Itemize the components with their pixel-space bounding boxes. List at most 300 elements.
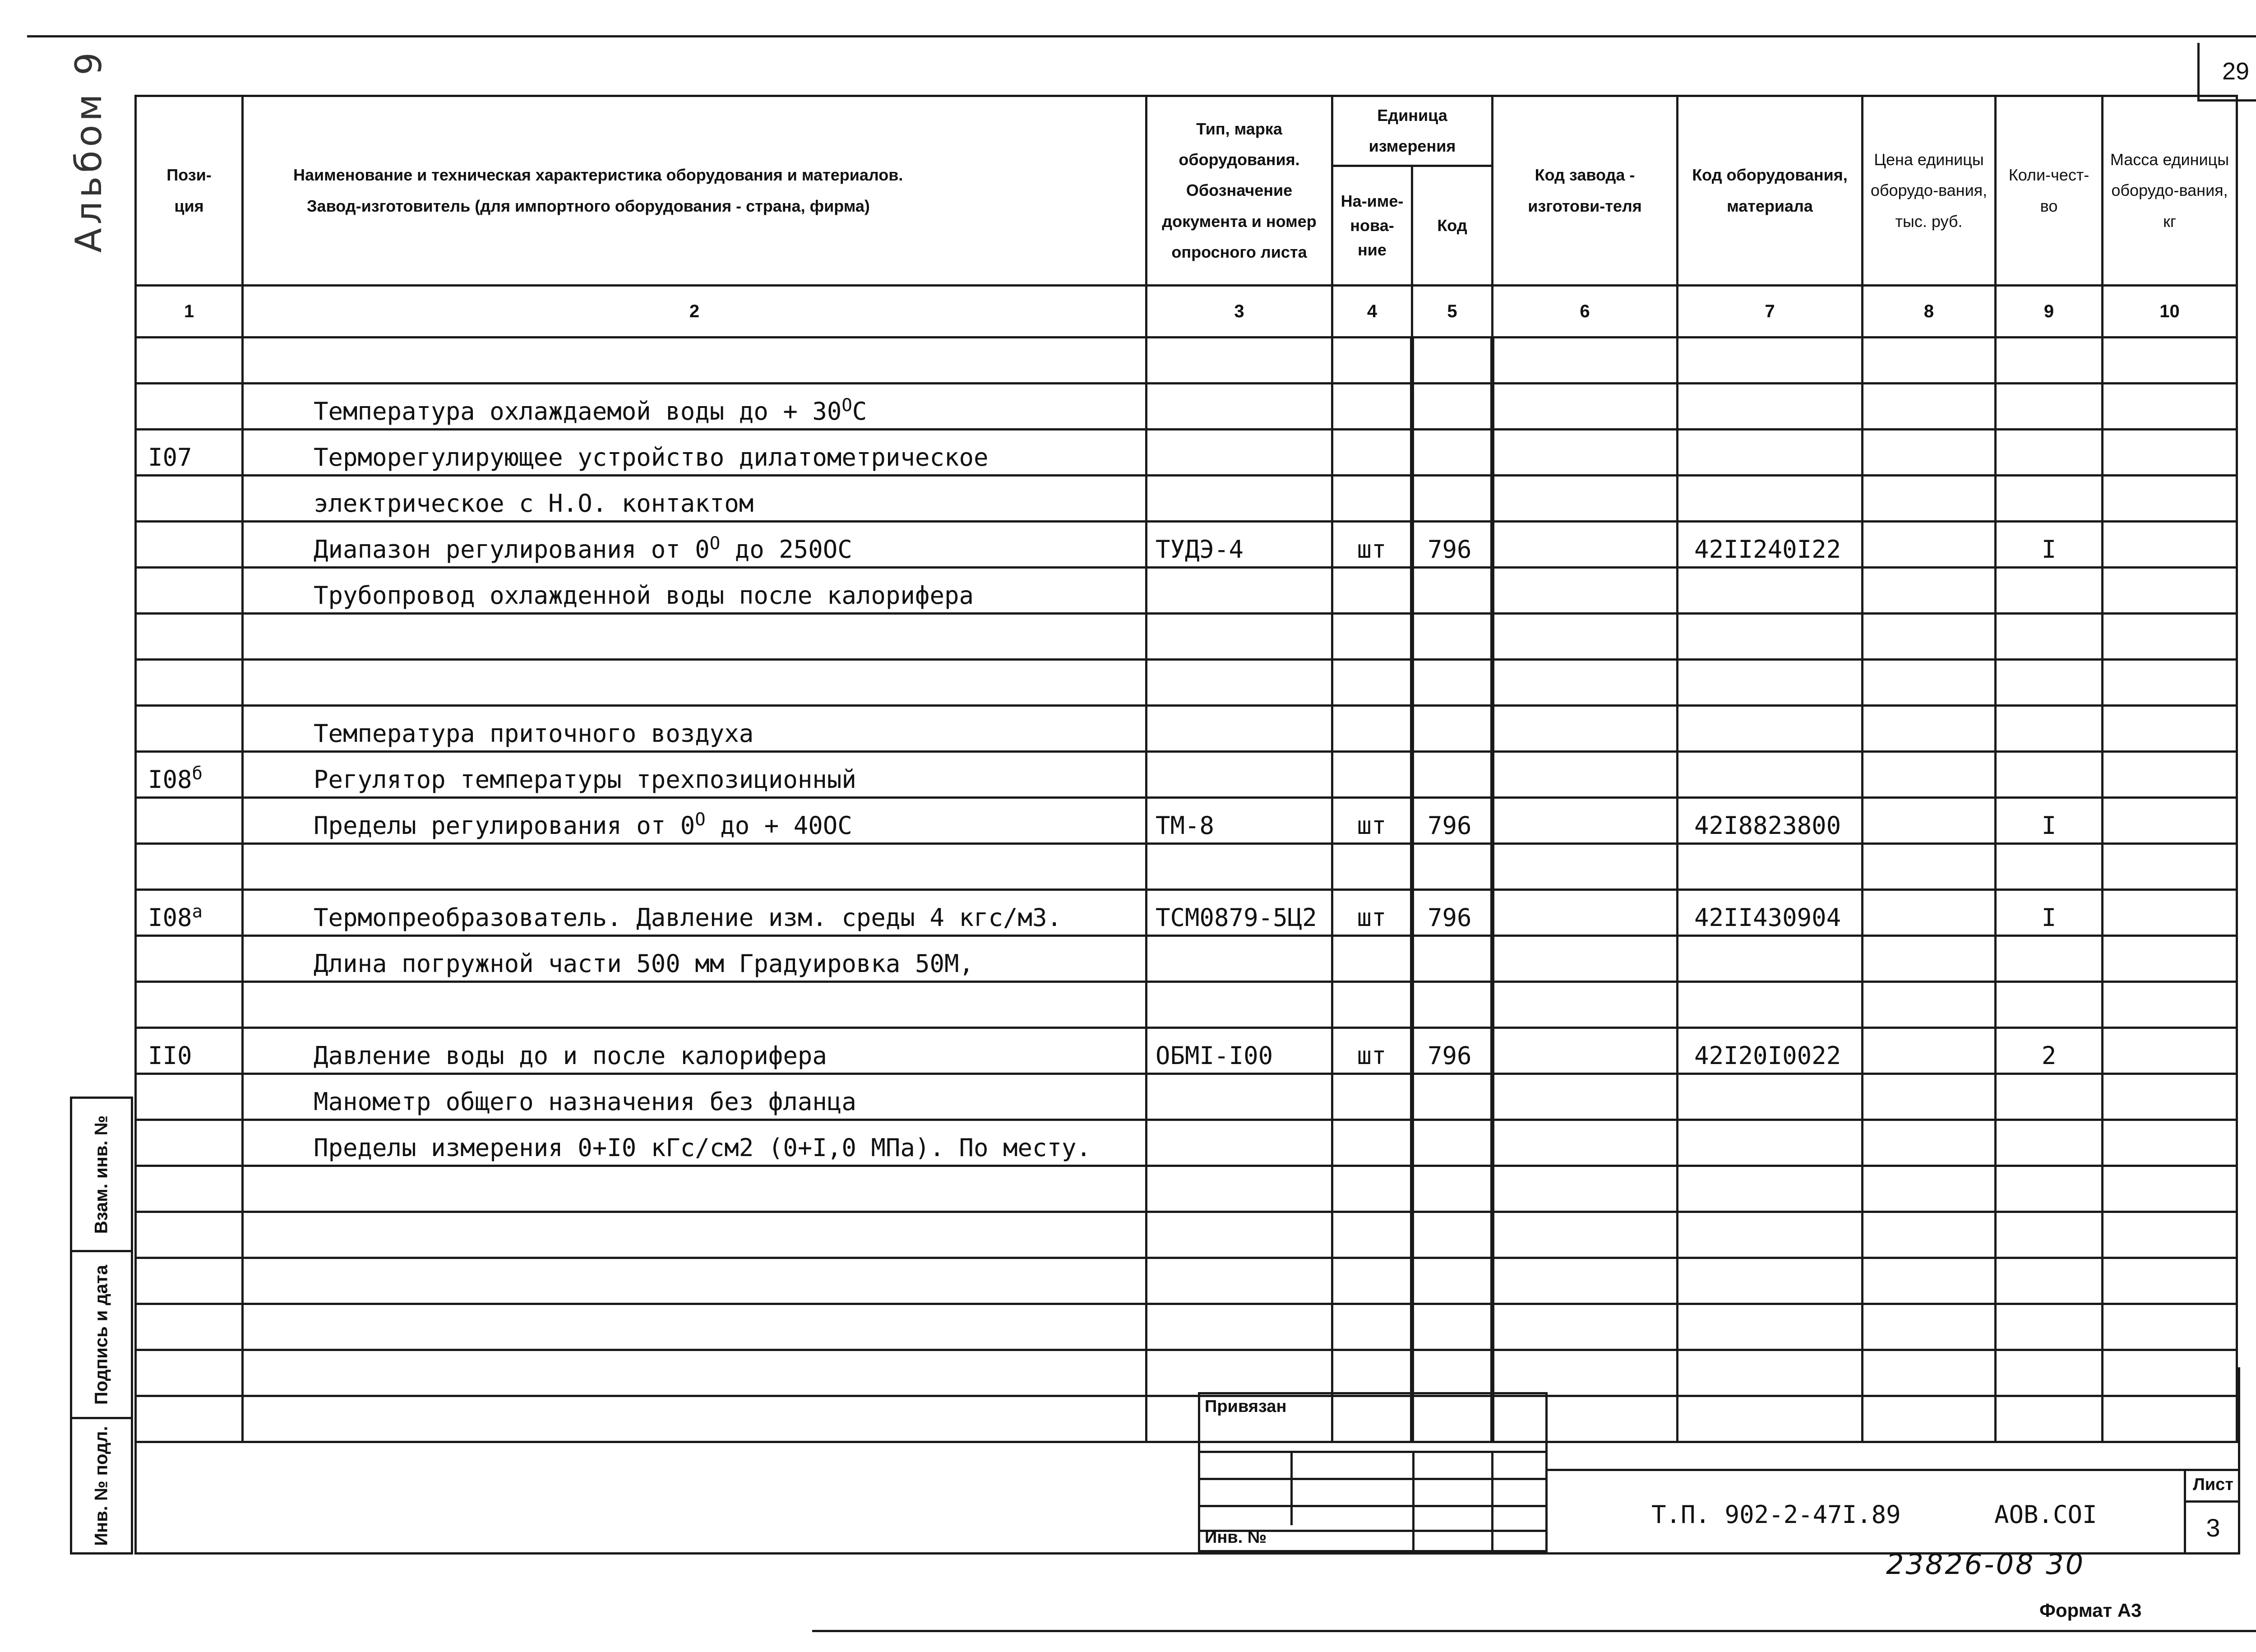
header-equipment-code: Код оборудования, материала bbox=[1678, 96, 1863, 286]
name-degree: О bbox=[709, 533, 721, 554]
list-label: Лист bbox=[2186, 1469, 2240, 1503]
position-cell bbox=[136, 568, 243, 614]
column-number-row bbox=[136, 286, 2237, 338]
type-cell bbox=[1146, 476, 1332, 522]
name-value: Термопреобразователь. Давление изм. среды 4 кгс/м3. bbox=[314, 903, 1062, 932]
unit-code-cell bbox=[1412, 1304, 1493, 1350]
list-box bbox=[2184, 1469, 2240, 1552]
name-cell bbox=[243, 1258, 1146, 1304]
type-cell bbox=[1146, 614, 1332, 660]
unit-cell bbox=[1332, 660, 1412, 706]
table-row bbox=[136, 384, 2237, 430]
header-type: Тип, марка оборудования. Обозначение документа и номер опросного листа bbox=[1146, 96, 1332, 286]
name-cell bbox=[243, 844, 1146, 890]
stamp-inv-podl-label: Инв. № подл. bbox=[91, 1425, 111, 1546]
position-suffix: а bbox=[192, 902, 203, 922]
colnum: 1 bbox=[136, 286, 243, 338]
type-cell: ТСМ0879-5Ц2 bbox=[1146, 890, 1332, 936]
position-cell bbox=[136, 1028, 243, 1074]
quantity-cell bbox=[1996, 1212, 2103, 1258]
equipment-code-cell bbox=[1678, 936, 1863, 982]
quantity-cell bbox=[1996, 1304, 2103, 1350]
mass-cell bbox=[2103, 614, 2237, 660]
unit-cell: шт bbox=[1332, 522, 1412, 568]
position-cell bbox=[136, 1304, 243, 1350]
name-cell bbox=[243, 936, 1146, 982]
price-cell bbox=[1863, 338, 1996, 384]
unit-code-cell bbox=[1412, 1350, 1493, 1396]
position-suffix: б bbox=[192, 764, 203, 784]
privyazan-stamp bbox=[1198, 1392, 1548, 1552]
unit-code-cell bbox=[1412, 752, 1493, 798]
factory-code-cell bbox=[1493, 706, 1678, 752]
name-value: Диапазон регулирования от 0 bbox=[314, 535, 710, 564]
mass-cell bbox=[2103, 430, 2237, 476]
colnum: 5 bbox=[1412, 286, 1493, 338]
price-cell bbox=[1863, 1212, 1996, 1258]
position-cell bbox=[136, 1074, 243, 1120]
table-row bbox=[136, 1304, 2237, 1350]
factory-code-cell bbox=[1493, 1028, 1678, 1074]
header-row-1 bbox=[136, 96, 2237, 166]
position-cell bbox=[136, 706, 243, 752]
name-value: Длина погружной части 500 мм Градуировка 50М, bbox=[314, 949, 974, 978]
equipment-code-cell bbox=[1678, 384, 1863, 430]
table-row bbox=[136, 798, 2237, 844]
table-row bbox=[136, 568, 2237, 614]
quantity-cell bbox=[1996, 844, 2103, 890]
table-row bbox=[136, 1212, 2237, 1258]
stamp-signature-date-label: Подпись и дата bbox=[91, 1264, 111, 1405]
quantity-cell bbox=[1996, 1074, 2103, 1120]
table-row bbox=[136, 844, 2237, 890]
name-degree: О bbox=[841, 395, 852, 416]
unit-cell bbox=[1332, 1258, 1412, 1304]
equipment-code-cell: 42I20I0022 bbox=[1678, 1028, 1863, 1074]
privyazan-line bbox=[1290, 1453, 1293, 1525]
unit-code-cell: 796 bbox=[1412, 890, 1493, 936]
name-cell bbox=[243, 1166, 1146, 1212]
equipment-code-cell bbox=[1678, 338, 1863, 384]
privyazan-label: Привязан bbox=[1205, 1397, 1287, 1416]
unit-cell bbox=[1332, 338, 1412, 384]
privyazan-line bbox=[1412, 1453, 1415, 1550]
price-cell bbox=[1863, 844, 1996, 890]
quantity-cell bbox=[1996, 982, 2103, 1028]
position-cell bbox=[136, 660, 243, 706]
factory-code-cell bbox=[1493, 1350, 1678, 1396]
equipment-code-cell bbox=[1678, 614, 1863, 660]
name-cell bbox=[243, 706, 1146, 752]
unit-cell bbox=[1332, 568, 1412, 614]
price-cell bbox=[1863, 430, 1996, 476]
unit-cell bbox=[1332, 936, 1412, 982]
name-cell bbox=[243, 1396, 1146, 1442]
privyazan-line bbox=[1491, 1453, 1493, 1550]
price-cell bbox=[1863, 752, 1996, 798]
header-price: Цена единицы оборудо-вания, тыс. руб. bbox=[1863, 96, 1996, 286]
mass-cell bbox=[2103, 1166, 2237, 1212]
price-cell bbox=[1863, 1166, 1996, 1212]
mass-cell bbox=[2103, 1350, 2237, 1396]
position-cell bbox=[136, 522, 243, 568]
name-value: Манометр общего назначения без фланца bbox=[314, 1087, 856, 1116]
quantity-cell: 2 bbox=[1996, 1028, 2103, 1074]
name-cell bbox=[243, 614, 1146, 660]
privyazan-inv-label: Инв. № bbox=[1205, 1528, 1267, 1547]
price-cell bbox=[1863, 476, 1996, 522]
type-cell bbox=[1146, 384, 1332, 430]
equipment-code-cell bbox=[1678, 476, 1863, 522]
factory-code-cell bbox=[1493, 522, 1678, 568]
factory-code-cell bbox=[1493, 1074, 1678, 1120]
colnum: 9 bbox=[1996, 286, 2103, 338]
price-cell bbox=[1863, 1074, 1996, 1120]
mass-cell bbox=[2103, 982, 2237, 1028]
position-cell bbox=[136, 844, 243, 890]
unit-code-cell bbox=[1412, 430, 1493, 476]
price-cell bbox=[1863, 568, 1996, 614]
quantity-cell bbox=[1996, 338, 2103, 384]
table-row bbox=[136, 1074, 2237, 1120]
name-value: Температура охлаждаемой воды до + 30 bbox=[314, 397, 842, 426]
name-value: Температура приточного воздуха bbox=[314, 719, 754, 748]
quantity-cell bbox=[1996, 1166, 2103, 1212]
table-row bbox=[136, 1350, 2237, 1396]
unit-cell bbox=[1332, 1304, 1412, 1350]
header-name-line2: Завод-изготовитель (для импортного оборудования - страна, фирма) bbox=[307, 196, 870, 215]
equipment-code-cell bbox=[1678, 982, 1863, 1028]
name-value: Регулятор температуры трехпозиционный bbox=[314, 765, 856, 794]
unit-cell bbox=[1332, 982, 1412, 1028]
price-cell bbox=[1863, 798, 1996, 844]
unit-cell: шт bbox=[1332, 890, 1412, 936]
quantity-cell bbox=[1996, 1396, 2103, 1442]
factory-code-cell bbox=[1493, 1258, 1678, 1304]
price-cell bbox=[1863, 936, 1996, 982]
unit-cell bbox=[1332, 1120, 1412, 1166]
price-cell bbox=[1863, 1258, 1996, 1304]
unit-cell bbox=[1332, 706, 1412, 752]
unit-code-cell bbox=[1412, 568, 1493, 614]
list-value: 3 bbox=[2206, 1513, 2220, 1542]
table-row bbox=[136, 1166, 2237, 1212]
equipment-code-cell bbox=[1678, 1120, 1863, 1166]
name-degree: О bbox=[695, 810, 706, 830]
equipment-code-cell bbox=[1678, 752, 1863, 798]
price-cell bbox=[1863, 1028, 1996, 1074]
table-row bbox=[136, 614, 2237, 660]
name-cell bbox=[243, 476, 1146, 522]
colnum: 3 bbox=[1146, 286, 1332, 338]
equipment-code-cell bbox=[1678, 1304, 1863, 1350]
name-cell bbox=[243, 752, 1146, 798]
colnum: 10 bbox=[2103, 286, 2237, 338]
unit-cell bbox=[1332, 430, 1412, 476]
unit-code-cell: 796 bbox=[1412, 798, 1493, 844]
table-row bbox=[136, 660, 2237, 706]
unit-code-cell: 796 bbox=[1412, 522, 1493, 568]
position-cell bbox=[136, 982, 243, 1028]
name-cell bbox=[243, 1350, 1146, 1396]
name-tail: до + 40ОС bbox=[705, 811, 852, 840]
quantity-cell bbox=[1996, 430, 2103, 476]
colnum: 7 bbox=[1678, 286, 1863, 338]
unit-code-cell bbox=[1412, 614, 1493, 660]
mass-cell bbox=[2103, 1212, 2237, 1258]
type-cell bbox=[1146, 752, 1332, 798]
type-cell bbox=[1146, 1212, 1332, 1258]
quantity-cell bbox=[1996, 936, 2103, 982]
equipment-code-cell bbox=[1678, 1350, 1863, 1396]
unit-cell bbox=[1332, 1074, 1412, 1120]
header-mass: Масса единицы оборудо-вания, кг bbox=[2103, 96, 2237, 286]
name-value: Пределы измерения 0+I0 кГс/см2 (0+I,0 МПа). По месту. bbox=[314, 1134, 1091, 1162]
header-unit-code: Код bbox=[1412, 166, 1493, 286]
name-cell bbox=[243, 522, 1146, 568]
name-cell bbox=[243, 338, 1146, 384]
table-row bbox=[136, 430, 2237, 476]
name-cell bbox=[243, 384, 1146, 430]
factory-code-cell bbox=[1493, 338, 1678, 384]
factory-code-cell bbox=[1493, 568, 1678, 614]
name-cell bbox=[243, 1304, 1146, 1350]
colnum: 8 bbox=[1863, 286, 1996, 338]
position-cell bbox=[136, 1166, 243, 1212]
unit-cell bbox=[1332, 1350, 1412, 1396]
equipment-code-cell bbox=[1678, 844, 1863, 890]
equipment-code-cell bbox=[1678, 1258, 1863, 1304]
specification-table bbox=[134, 95, 2238, 1443]
price-cell bbox=[1863, 660, 1996, 706]
quantity-cell bbox=[1996, 1120, 2103, 1166]
name-value: электрическое с Н.О. контактом bbox=[314, 489, 754, 518]
unit-code-cell bbox=[1412, 1074, 1493, 1120]
position-cell bbox=[136, 936, 243, 982]
table-row bbox=[136, 1396, 2237, 1442]
name-cell bbox=[243, 982, 1146, 1028]
frame-top-line bbox=[27, 35, 2256, 37]
mass-cell bbox=[2103, 936, 2237, 982]
stamp-signature-date bbox=[70, 1250, 133, 1419]
factory-code-cell bbox=[1493, 982, 1678, 1028]
mass-cell bbox=[2103, 660, 2237, 706]
factory-code-cell bbox=[1493, 660, 1678, 706]
position-cell bbox=[136, 1396, 243, 1442]
type-cell bbox=[1146, 568, 1332, 614]
colnum: 4 bbox=[1332, 286, 1412, 338]
type-cell: ТМ-8 bbox=[1146, 798, 1332, 844]
unit-cell bbox=[1332, 1166, 1412, 1212]
quantity-cell bbox=[1996, 752, 2103, 798]
factory-code-cell bbox=[1493, 798, 1678, 844]
mass-cell bbox=[2103, 1396, 2237, 1442]
unit-code-cell bbox=[1412, 1120, 1493, 1166]
type-cell bbox=[1146, 936, 1332, 982]
factory-code-cell bbox=[1493, 430, 1678, 476]
name-value: Пределы регулирования от 0 bbox=[314, 811, 695, 840]
factory-code-cell bbox=[1493, 752, 1678, 798]
price-cell bbox=[1863, 384, 1996, 430]
document-code-secondary: АОВ.СОI bbox=[1994, 1500, 2097, 1529]
price-cell bbox=[1863, 1120, 1996, 1166]
unit-cell bbox=[1332, 752, 1412, 798]
equipment-code-cell: 42I8823800 bbox=[1678, 798, 1863, 844]
stamp-vzam-inv-label: Взам. инв. № bbox=[91, 1115, 111, 1234]
position-cell bbox=[136, 384, 243, 430]
header-position: Пози- ция bbox=[136, 96, 243, 286]
type-cell bbox=[1146, 982, 1332, 1028]
title-block-top-line bbox=[1548, 1469, 2238, 1471]
unit-code-cell bbox=[1412, 476, 1493, 522]
position-cell bbox=[136, 752, 243, 798]
type-cell bbox=[1146, 430, 1332, 476]
unit-cell bbox=[1332, 1212, 1412, 1258]
mass-cell bbox=[2103, 476, 2237, 522]
colnum: 6 bbox=[1493, 286, 1678, 338]
type-cell bbox=[1146, 338, 1332, 384]
table-row bbox=[136, 936, 2237, 982]
type-cell: ОБМI-I00 bbox=[1146, 1028, 1332, 1074]
price-cell bbox=[1863, 1304, 1996, 1350]
document-code: Т.П. 902-2-47I.89 bbox=[1651, 1500, 1901, 1529]
price-cell bbox=[1863, 1350, 1996, 1396]
factory-code-cell bbox=[1493, 844, 1678, 890]
price-cell bbox=[1863, 706, 1996, 752]
unit-code-cell bbox=[1412, 844, 1493, 890]
quantity-cell: I bbox=[1996, 522, 2103, 568]
header-unit-group: Единица измерения bbox=[1332, 96, 1493, 166]
mass-cell bbox=[2103, 1028, 2237, 1074]
album-label: Альбом 9 bbox=[68, 49, 110, 253]
unit-code-cell bbox=[1412, 660, 1493, 706]
factory-code-cell bbox=[1493, 1304, 1678, 1350]
equipment-code-cell bbox=[1678, 706, 1863, 752]
name-tail: С bbox=[852, 397, 867, 426]
name-value: Терморегулирующее устройство дилатометрическое bbox=[314, 443, 989, 472]
name-cell bbox=[243, 1120, 1146, 1166]
equipment-code-cell: 42II240I22 bbox=[1678, 522, 1863, 568]
table-row bbox=[136, 1258, 2237, 1304]
unit-code-cell bbox=[1412, 1258, 1493, 1304]
quantity-cell bbox=[1996, 384, 2103, 430]
price-cell bbox=[1863, 614, 1996, 660]
price-cell bbox=[1863, 982, 1996, 1028]
position-value: I07 bbox=[148, 443, 192, 472]
colnum: 2 bbox=[243, 286, 1146, 338]
table-row bbox=[136, 1028, 2237, 1074]
quantity-cell: I bbox=[1996, 798, 2103, 844]
position-cell bbox=[136, 1350, 243, 1396]
table-row bbox=[136, 522, 2237, 568]
unit-code-cell bbox=[1412, 982, 1493, 1028]
quantity-cell bbox=[1996, 1350, 2103, 1396]
quantity-cell bbox=[1996, 568, 2103, 614]
unit-code-cell bbox=[1412, 338, 1493, 384]
mass-cell bbox=[2103, 844, 2237, 890]
mass-cell bbox=[2103, 752, 2237, 798]
stamp-vzam-inv bbox=[70, 1097, 133, 1252]
header-name bbox=[243, 96, 1146, 286]
equipment-code-cell bbox=[1678, 1074, 1863, 1120]
unit-code-cell bbox=[1412, 936, 1493, 982]
position-cell bbox=[136, 430, 243, 476]
table-row bbox=[136, 982, 2237, 1028]
name-cell bbox=[243, 568, 1146, 614]
mass-cell bbox=[2103, 1120, 2237, 1166]
table-row bbox=[136, 890, 2237, 936]
name-cell bbox=[243, 1074, 1146, 1120]
factory-code-cell bbox=[1493, 1212, 1678, 1258]
table-row bbox=[136, 1120, 2237, 1166]
format-label: Формат А3 bbox=[2039, 1600, 2142, 1621]
archive-number: 23826-08 30 bbox=[1886, 1548, 2085, 1581]
privyazan-line bbox=[1200, 1505, 1545, 1507]
position-cell bbox=[136, 614, 243, 660]
position-cell bbox=[136, 798, 243, 844]
equipment-code-cell bbox=[1678, 1212, 1863, 1258]
unit-code-cell bbox=[1412, 706, 1493, 752]
unit-code-cell bbox=[1412, 1212, 1493, 1258]
type-cell bbox=[1146, 1258, 1332, 1304]
table-row bbox=[136, 338, 2237, 384]
mass-cell bbox=[2103, 1074, 2237, 1120]
header-quantity: Коли-чест-во bbox=[1996, 96, 2103, 286]
quantity-cell: I bbox=[1996, 890, 2103, 936]
position-cell bbox=[136, 338, 243, 384]
name-value: Давление воды до и после калорифера bbox=[314, 1041, 827, 1070]
type-cell bbox=[1146, 1166, 1332, 1212]
unit-cell bbox=[1332, 614, 1412, 660]
type-cell bbox=[1146, 1304, 1332, 1350]
quantity-cell bbox=[1996, 706, 2103, 752]
position-value: I08 bbox=[148, 903, 192, 932]
unit-cell bbox=[1332, 476, 1412, 522]
equipment-code-cell bbox=[1678, 1166, 1863, 1212]
name-cell bbox=[243, 890, 1146, 936]
position-cell bbox=[136, 890, 243, 936]
mass-cell bbox=[2103, 1304, 2237, 1350]
factory-code-cell bbox=[1493, 384, 1678, 430]
sheet-number: 29 bbox=[2197, 43, 2256, 102]
type-cell bbox=[1146, 706, 1332, 752]
unit-code-cell: 796 bbox=[1412, 1028, 1493, 1074]
equipment-code-cell bbox=[1678, 1396, 1863, 1442]
position-cell bbox=[136, 1258, 243, 1304]
table-row bbox=[136, 706, 2237, 752]
name-value: Трубопровод охлажденной воды после калорифера bbox=[314, 581, 974, 610]
unit-cell bbox=[1332, 844, 1412, 890]
name-cell bbox=[243, 1028, 1146, 1074]
mass-cell bbox=[2103, 384, 2237, 430]
type-cell: ТУДЭ-4 bbox=[1146, 522, 1332, 568]
header-unit-name: На-име-нова-ние bbox=[1332, 166, 1412, 286]
type-cell bbox=[1146, 1074, 1332, 1120]
mass-cell bbox=[2103, 706, 2237, 752]
position-value: II0 bbox=[148, 1041, 192, 1070]
type-cell bbox=[1146, 660, 1332, 706]
position-cell bbox=[136, 1212, 243, 1258]
mass-cell bbox=[2103, 522, 2237, 568]
name-cell bbox=[243, 1212, 1146, 1258]
name-cell bbox=[243, 798, 1146, 844]
equipment-code-cell: 42II430904 bbox=[1678, 890, 1863, 936]
table-row bbox=[136, 476, 2237, 522]
mass-cell bbox=[2103, 890, 2237, 936]
mass-cell bbox=[2103, 798, 2237, 844]
unit-code-cell bbox=[1412, 384, 1493, 430]
type-cell bbox=[1146, 1120, 1332, 1166]
